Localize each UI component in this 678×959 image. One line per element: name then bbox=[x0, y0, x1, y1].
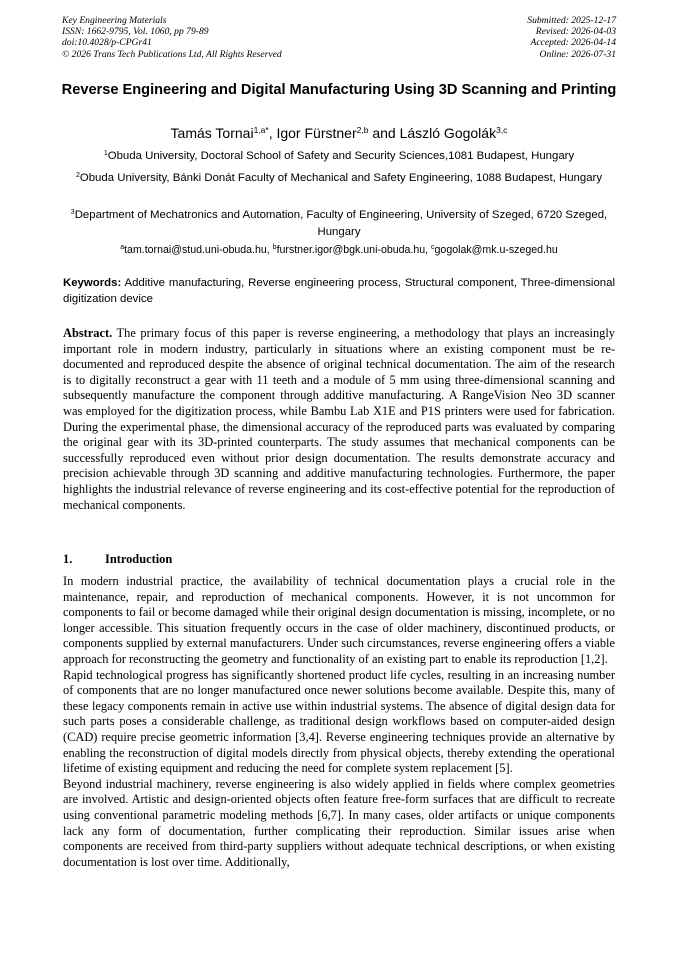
author-name: László Gogolák bbox=[399, 125, 497, 141]
affiliation-text: Obuda University, Doctoral School of Safety and Security Sciences,1081 Budapest, Hungary bbox=[107, 150, 575, 162]
accepted-date: Accepted: 2026-04-14 bbox=[530, 37, 616, 49]
email-address: furstner.igor@bgk.uni-obuda.hu, bbox=[276, 244, 432, 256]
author-name: Igor Fürstner bbox=[276, 125, 357, 141]
affiliation-marker: 2 bbox=[75, 172, 80, 179]
author-name: Tamás Tornai bbox=[170, 125, 254, 141]
online-date: Online: 2026-07-31 bbox=[539, 48, 616, 60]
body-paragraph: Rapid technological progress has significantly shortened product life cycles, resulting in an increasing number of components that are no longer manufactured once newer solutions become available. Despite this, many of these legacy components remain in active use within industrial systems. The absence of digital design data for such parts poses a considerable challenge, as traditional design workflows based on computer-aided design (CAD) require precise geometric information [3,4]. Reverse engineering techniques provide an alternative by enabling the reconstruction of digital models directly from physical objects, thereby extending the operational lifetime of existing equipment and reducing the need for complete system replacement [5]. bbox=[63, 667, 615, 776]
abstract-block bbox=[63, 326, 615, 513]
affiliation-1 bbox=[66, 148, 612, 165]
affiliation-marker: 1 bbox=[103, 150, 108, 157]
journal-name: Key Engineering Materials bbox=[62, 15, 167, 26]
affiliation-text: Department of Mechatronics and Automation, Faculty of Engineering, University of Szeged, 6720 Szeged, Hungary bbox=[74, 209, 608, 238]
email-address: gogolak@mk.u-szeged.hu bbox=[434, 244, 558, 256]
submitted-date: Submitted: 2025-12-17 bbox=[527, 15, 616, 26]
email-address: tam.tornai@stud.uni-obuda.hu, bbox=[124, 244, 273, 256]
email-marker: b bbox=[272, 244, 277, 251]
section-title: Introduction bbox=[105, 552, 173, 566]
abstract-text: The primary focus of this paper is reverse engineering, a methodology that plays an increasingly important role in modern industry, particularly in situations where an existing component must be re-documented and reproduced despite the absence of original technical documentation. The aim of the research is to digitally reconstruct a gear with 11 teeth and a module of 5 mm using three-dimensional scanning and subsequently manufacture the component through additive manufacturing. A RangeVision Neo 3D scanner was employed for the digitization process, while Bambu Lab X1E and P1S printers were used for fabrication. During the experimental phase, the dimensional accuracy of the reproduced parts was evaluated by comparing the original gear with its 3D-printed counterparts. The study assumes that mechanical components can be successfully reproduced even without prior design documentation. The results demonstrate accuracy and precision achievable through 3D scanning and additive manufacturing technologies. Furthermore, the paper highlights the industrial relevance of reverse engineering and its cost-effective potential for the reproduction of mechanical components. bbox=[63, 326, 615, 512]
author-affiliation-marker: 1,a* bbox=[253, 125, 269, 135]
copyright-line: © 2026 Trans Tech Publications Ltd, All Rights Reserved bbox=[62, 48, 282, 60]
author-affiliation-marker: 2,b bbox=[356, 125, 369, 135]
publication-dates bbox=[527, 15, 616, 60]
email-marker: c bbox=[431, 244, 435, 251]
keywords-block bbox=[63, 276, 615, 307]
author-list bbox=[60, 125, 618, 142]
abstract-label: Abstract. bbox=[63, 326, 113, 340]
keywords-text: Additive manufacturing, Reverse engineering process, Structural component, Three-dimensional digitization device bbox=[63, 277, 615, 305]
affiliation-marker: 3 bbox=[70, 209, 75, 216]
section-heading bbox=[63, 552, 172, 567]
affiliation-3 bbox=[66, 207, 612, 241]
affiliation-text: Obuda University, Bánki Donát Faculty of Mechanical and Safety Engineering, 1088 Budapest, Hungary bbox=[79, 172, 603, 184]
body-paragraph: In modern industrial practice, the availability of technical documentation plays a crucial role in the maintenance, repair, and reproduction of mechanical components. However, it is not uncommon for components to fail or become damaged while their original design documentation is missing, incomplete, or no longer accessible. This situation frequently occurs in the case of older machinery, discontinued products, or components supplied by external manufacturers. Under such circumstances, reverse engineering offers a viable approach for reconstructing the geometry and functionality of an existing part to enable its reproduction [1,2]. bbox=[63, 574, 615, 666]
journal-info bbox=[62, 15, 282, 60]
body-paragraph: Beyond industrial machinery, reverse engineering is also widely applied in fields where complex geometries are involved. Artistic and design-oriented objects often feature free-form surfaces that are difficult to recreate using conventional parametric modeling methods [6,7]. In many cases, older artifacts or unique components lack any form of documentation, further complicating their reproduction. Similar issues arise when components are received from third-party suppliers without adequate technical descriptions, or when existing documentation is lost over time. Additionally, bbox=[63, 776, 615, 869]
section-number: 1. bbox=[63, 552, 73, 566]
author-separator: and bbox=[368, 125, 400, 141]
author-separator: , bbox=[268, 125, 277, 141]
affiliation-2 bbox=[66, 170, 612, 187]
author-affiliation-marker: 3,c bbox=[496, 125, 508, 135]
author-emails bbox=[66, 242, 612, 259]
paper-title: Reverse Engineering and Digital Manufacturing Using 3D Scanning and Printing bbox=[61, 82, 617, 98]
section-body bbox=[63, 574, 615, 870]
email-marker: a bbox=[120, 244, 125, 251]
issn-line: ISSN: 1662-9795, Vol. 1060, pp 79-89 bbox=[62, 26, 209, 38]
revised-date: Revised: 2026-04-03 bbox=[535, 26, 616, 38]
keywords-label: Keywords: bbox=[63, 277, 122, 289]
doi-line: doi:10.4028/p-CPGr41 bbox=[62, 37, 152, 49]
